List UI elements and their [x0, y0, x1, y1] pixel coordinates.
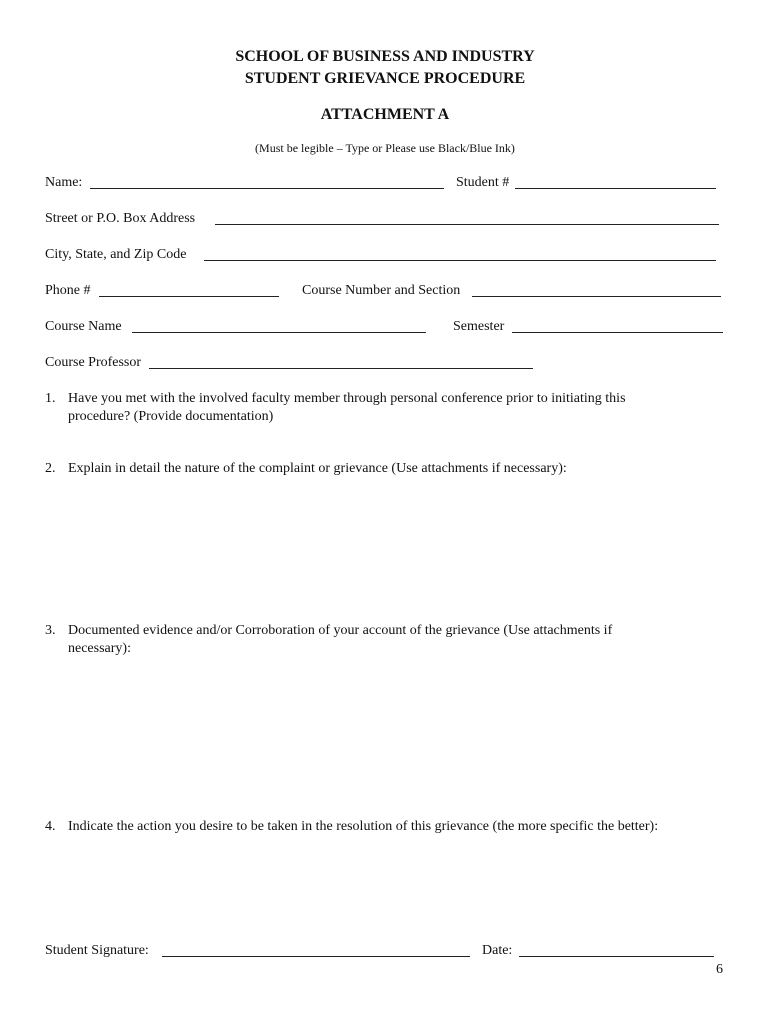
course-name-field[interactable]	[132, 318, 426, 333]
course-number-label: Course Number and Section	[302, 283, 461, 298]
course-number-field[interactable]	[472, 282, 721, 297]
question-text	[68, 390, 626, 426]
name-field[interactable]	[90, 174, 444, 189]
date-field[interactable]	[519, 942, 714, 957]
answer-area-4[interactable]	[45, 843, 725, 938]
course-professor-label: Course Professor	[45, 355, 142, 370]
semester-field[interactable]	[512, 318, 723, 333]
question-number: 4.	[45, 819, 56, 834]
course-professor-field[interactable]	[149, 354, 533, 369]
signature-field[interactable]	[162, 942, 470, 957]
name-label: Name:	[45, 175, 83, 190]
street-label: Street or P.O. Box Address	[45, 211, 196, 226]
city-state-zip-label: City, State, and Zip Code	[45, 247, 187, 262]
phone-label: Phone #	[45, 283, 91, 298]
question-line: necessary):	[68, 641, 131, 656]
question-number: 3.	[45, 623, 56, 638]
question-number: 2.	[45, 461, 56, 476]
question-line: Have you met with the involved faculty member through personal conference prior to initiating this	[68, 391, 626, 406]
student-number-label: Student #	[456, 175, 510, 190]
page-number: 6	[716, 962, 723, 977]
header-title-procedure: STUDENT GRIEVANCE PROCEDURE	[244, 70, 526, 87]
attachment-heading: ATTACHMENT A	[320, 106, 450, 123]
question-text: Indicate the action you desire to be taken in the resolution of this grievance (the more specific the better):	[68, 819, 659, 834]
question-line: Documented evidence and/or Corroboration of your account of the grievance (Use attachments if	[68, 623, 613, 638]
legibility-note: (Must be legible – Type or Please use Black/Blue Ink)	[255, 141, 515, 155]
answer-area-3[interactable]	[45, 665, 725, 810]
answer-area-2[interactable]	[45, 485, 725, 615]
date-label: Date:	[482, 943, 513, 958]
phone-field[interactable]	[99, 282, 279, 297]
street-field[interactable]	[215, 210, 719, 225]
answer-area-1[interactable]	[45, 428, 725, 454]
question-1	[45, 390, 745, 430]
question-line: procedure? (Provide documentation)	[68, 409, 274, 424]
semester-label: Semester	[453, 319, 505, 334]
signature-label: Student Signature:	[45, 943, 149, 958]
question-text: Explain in detail the nature of the complaint or grievance (Use attachments if necessary):	[68, 461, 567, 476]
student-number-field[interactable]	[515, 174, 716, 189]
question-text	[68, 622, 612, 658]
question-number: 1.	[45, 391, 56, 406]
city-state-zip-field[interactable]	[204, 246, 716, 261]
question-2	[45, 460, 745, 482]
header-title-school: SCHOOL OF BUSINESS AND INDUSTRY	[235, 48, 535, 65]
question-4	[45, 818, 745, 840]
course-name-label: Course Name	[45, 319, 122, 334]
question-3	[45, 622, 745, 662]
